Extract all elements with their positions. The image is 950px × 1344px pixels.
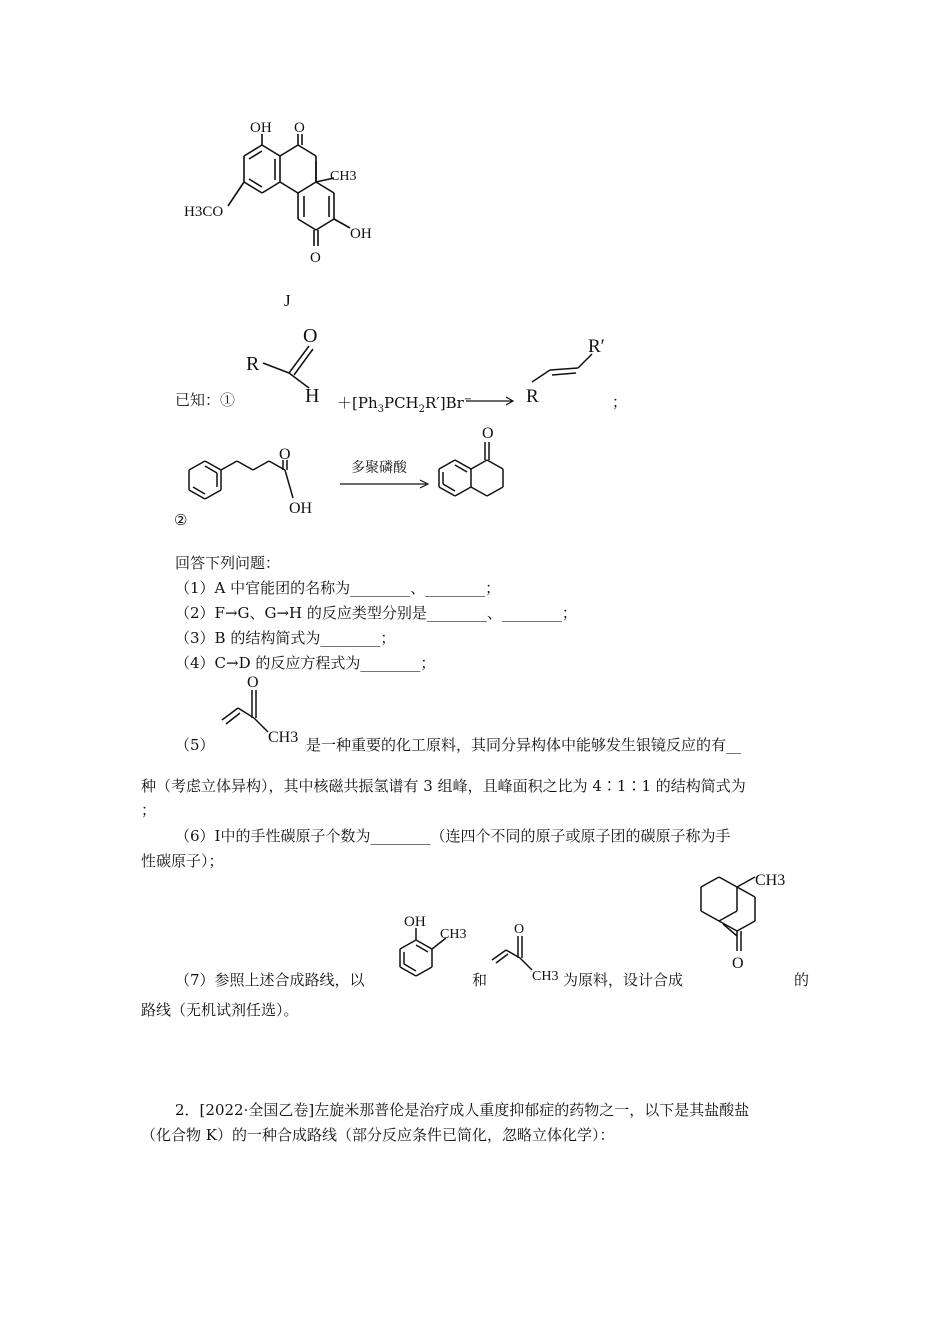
butenone-structure-2 (488, 918, 564, 984)
butenone2-ch3: CH3 (532, 969, 559, 984)
question-5-line2: 种（考虑立体异构），其中核磁共振氢谱有 3 组峰，且峰面积之比为 4∶1∶1 的结构简式为 (141, 777, 746, 795)
acid-o: O (279, 448, 291, 463)
wittig-reagent: $+[Ph_3PCH_2R']Br^-$ (337, 394, 473, 415)
question-7-de: 的 (794, 971, 810, 989)
target-octalone-structure (693, 865, 793, 990)
question-5-number: （5） (175, 736, 215, 754)
aldehyde-structure (243, 318, 338, 408)
known-semicolon: ； (612, 393, 628, 411)
j-oh-right: OH (350, 226, 372, 242)
questions-intro: 回答下列问题： (175, 554, 281, 572)
phenylbutanoic-acid-structure (185, 448, 335, 528)
tetralone-o: O (482, 425, 494, 442)
product-r: R (526, 386, 539, 407)
problem-2-line2: （化合物 K）的一种合成路线（部分反应条件已简化，忽略立体化学）： (141, 1126, 615, 1144)
question-5-text (306, 735, 741, 755)
alkene-product-structure (520, 332, 620, 412)
compound-j-label: J (284, 291, 291, 310)
question-5-line3: ； (141, 801, 157, 819)
question-1: （1）A 中官能团的名称为________、________； (175, 579, 501, 597)
question-2: （2）F→G、G→H 的反应类型分别是________、________； (175, 604, 577, 622)
reaction-2-condition: 多聚磷酸 (351, 460, 407, 476)
problem-2-line1: 2．[2022·全国乙卷]左旋米那普伦是治疗成人重度抑郁症的药物之一，以下是其盐酸盐 (175, 1101, 750, 1119)
j-ketone-top: O (294, 120, 305, 136)
cresol-ch3: CH3 (440, 927, 467, 942)
known-prefix: 已知：① (175, 391, 236, 409)
aldehyde-o: O (303, 325, 318, 347)
acid-oh: OH (289, 500, 313, 517)
j-methoxy: H3CO (184, 204, 224, 220)
target-o: O (732, 955, 744, 972)
product-r-prime: R′ (588, 336, 605, 357)
j-ketone-bottom: O (310, 250, 321, 266)
compound-j-structure (180, 118, 420, 318)
o-cresol-structure (390, 906, 475, 991)
question-7-line2: 路线（无机试剂任选）。 (141, 1001, 299, 1019)
target-ch3: CH3 (755, 872, 786, 889)
question-3: （3）B 的结构简式为________； (175, 629, 396, 647)
reaction-arrow-1 (466, 395, 518, 407)
butenone-ch3: CH3 (268, 729, 299, 746)
question-4: （4）C→D 的反应方程式为________； (175, 654, 436, 672)
aldehyde-h: H (305, 385, 320, 407)
question-7-and: 和 (472, 971, 488, 989)
aldehyde-r: R (246, 353, 260, 375)
reaction-arrow-2 (340, 478, 432, 490)
j-methyl: CH3 (330, 169, 357, 184)
question-6-line1: （6）Ⅰ中的手性碳原子个数为________（连四个不同的原子或原子团的碳原子称为手 (175, 827, 731, 845)
question-7-lead: （7）参照上述合成路线，以 (175, 971, 365, 989)
tetralone-structure (433, 420, 533, 510)
reaction-2-label: ② (174, 511, 188, 529)
question-5-blank: __ (726, 736, 742, 754)
question-6-line2: 性碳原子）； (141, 852, 224, 870)
question-5-body: 是一种重要的化工原料，其同分异构体中能够发生银镜反应的有 (306, 736, 727, 754)
question-7-mid: 为原料，设计合成 (563, 971, 684, 989)
butenone2-o: O (514, 922, 525, 937)
butenone-o: O (247, 674, 259, 691)
j-oh-top: OH (250, 120, 272, 136)
butenone-structure (218, 670, 310, 750)
cresol-oh: OH (404, 914, 426, 930)
